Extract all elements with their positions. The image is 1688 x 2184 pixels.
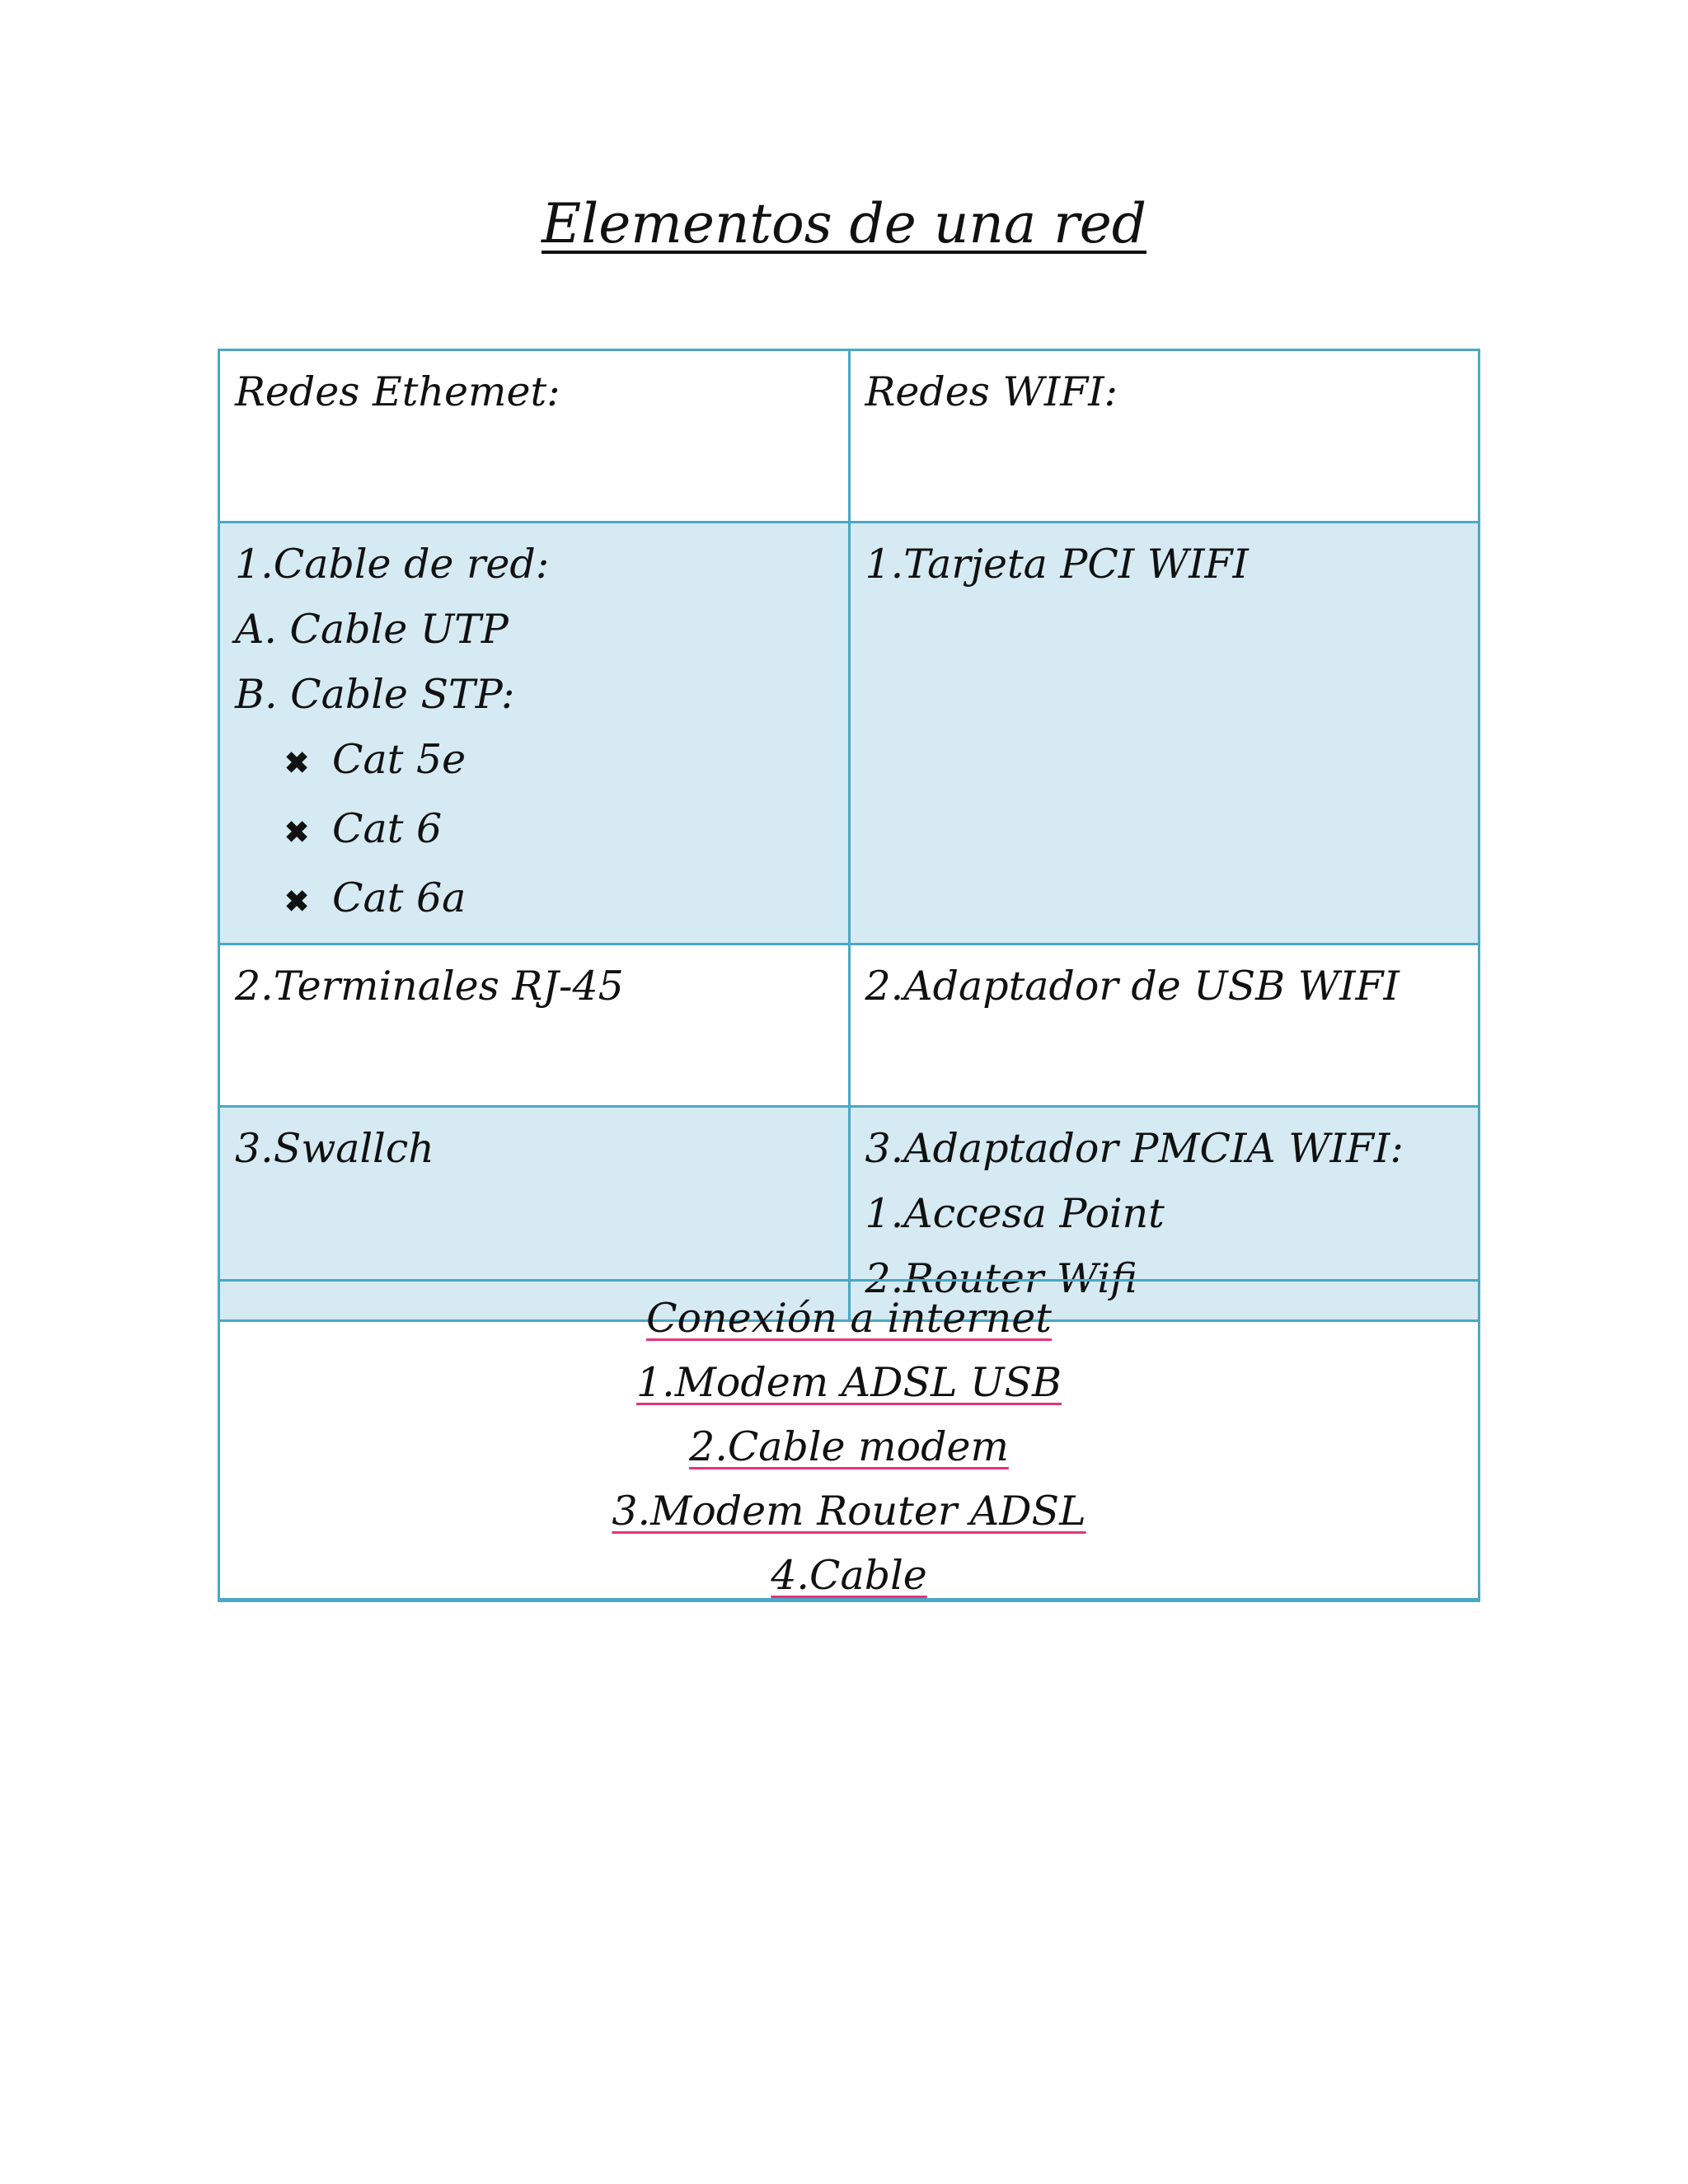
wifi-cell-2 [849, 944, 1479, 1107]
x-mark-icon: ✖ [284, 746, 310, 780]
table-row [219, 944, 1479, 1107]
ethernet-header: Redes Ethemet: [235, 368, 560, 415]
ethernet-cell-1 [219, 523, 850, 944]
network-elements-table [218, 349, 1480, 1322]
cable-utp: A. Cable UTP [235, 606, 509, 653]
page-title [0, 191, 1688, 256]
list-item [235, 865, 833, 935]
wifi-header-cell [849, 350, 1479, 523]
ethernet-header-cell [219, 350, 850, 523]
bullet-text: Cat 6a [332, 874, 467, 921]
swallch: 3.Swallch [235, 1125, 434, 1172]
x-mark-icon: ✖ [284, 815, 310, 850]
wifi-header: Redes WIFI: [865, 368, 1118, 415]
list-item [235, 727, 833, 796]
list-item [235, 796, 833, 865]
router-wifi: 2.Router Wifi [865, 1255, 1137, 1302]
list-item [220, 1351, 1478, 1415]
adaptador-pmcia-wifi: 3.Adaptador PMCIA WIFI: [865, 1125, 1404, 1172]
list-item [220, 1415, 1478, 1479]
bullet-text: Cat 6 [332, 805, 443, 852]
accesa-point: 1.Accesa Point [865, 1190, 1165, 1237]
cable-de-red: 1.Cable de red: [235, 541, 550, 588]
internet-heading [220, 1286, 1478, 1351]
list-item [220, 1544, 1478, 1608]
list-item [220, 1479, 1478, 1544]
terminales-rj45: 2.Terminales RJ-45 [235, 963, 624, 1010]
internet-item-text: 4.Cable [771, 1552, 927, 1599]
internet-connection-box [218, 1279, 1480, 1602]
ethernet-cell-2 [219, 944, 850, 1107]
cable-stp: B. Cable STP: [235, 671, 515, 718]
internet-item-text: 3.Modem Router ADSL [612, 1488, 1086, 1535]
tarjeta-pci-wifi: 1.Tarjeta PCI WIFI [865, 541, 1249, 588]
internet-item-text: 1.Modem ADSL USB [635, 1359, 1062, 1406]
page-title-text: Elementos de una red [541, 192, 1147, 255]
table-row [219, 523, 1479, 944]
adaptador-usb-wifi: 2.Adaptador de USB WIFI [865, 963, 1400, 1010]
internet-heading-text: Conexión a internet [646, 1295, 1052, 1342]
x-mark-icon: ✖ [284, 884, 310, 919]
bullet-text: Cat 5e [332, 736, 467, 783]
table-header-row [219, 350, 1479, 523]
internet-item-text: 2.Cable modem [689, 1423, 1009, 1470]
wifi-cell-1 [849, 523, 1479, 944]
